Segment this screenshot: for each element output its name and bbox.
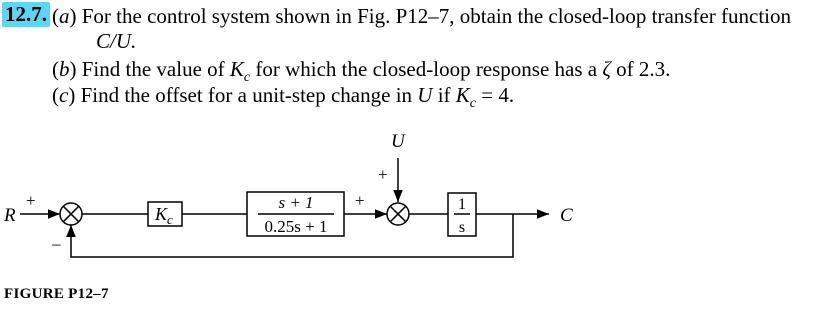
input-label: R xyxy=(4,205,16,226)
integrator-denominator: s xyxy=(458,219,466,236)
summing-junction-2 xyxy=(387,203,409,225)
sum2-plus-left-sign: + xyxy=(355,191,365,210)
part-c-u: U xyxy=(417,83,433,107)
part-b-kc-sub: c xyxy=(243,70,251,86)
part-a-open: ( xyxy=(52,4,59,28)
part-c xyxy=(52,83,514,116)
integrator-numerator: 1 xyxy=(458,196,466,213)
part-a-close: ) xyxy=(69,4,77,28)
part-c-text-after: = 4. xyxy=(481,83,515,107)
sum1-minus-sign: – xyxy=(52,234,61,253)
part-b-text-after: of 2.3. xyxy=(616,57,671,81)
disturbance-label: U xyxy=(391,131,405,152)
process-numerator: s + 1 xyxy=(278,193,314,212)
process-denominator: 0.25s + 1 xyxy=(264,217,328,236)
part-b-text-before: Find the value of xyxy=(81,57,225,81)
part-b-kc: K xyxy=(229,57,244,81)
part-b-open: ( xyxy=(52,57,59,81)
part-a xyxy=(52,4,791,28)
part-c-kc-sub: c xyxy=(469,96,477,112)
part-c-if: if xyxy=(437,83,451,107)
part-c-text-before: Find the offset for a unit-step change in xyxy=(80,83,413,107)
part-c-open: ( xyxy=(52,83,59,107)
part-a-continuation: C/U. xyxy=(96,29,137,53)
part-c-letter: c xyxy=(59,83,69,107)
part-c-close: ) xyxy=(68,83,76,107)
part-b-letter: b xyxy=(59,57,70,81)
part-b-zeta: ζ xyxy=(602,57,611,81)
summing-junction-1 xyxy=(60,203,82,225)
sum1-plus-sign: + xyxy=(26,191,36,210)
controller-label: $K_c$ xyxy=(155,204,173,227)
block-diagram xyxy=(0,128,600,278)
part-a-text: For the control system shown in Fig. P12–7, obtain the closed-loop transfer function xyxy=(81,4,791,28)
part-b-text-mid: for which the closed-loop response has a xyxy=(255,57,598,81)
output-label: C xyxy=(560,205,573,226)
part-a-letter: a xyxy=(59,4,70,28)
part-c-kc: K xyxy=(455,83,470,107)
sum2-plus-top-sign: + xyxy=(378,165,388,184)
part-b-close: ) xyxy=(69,57,77,81)
problem-number: 12.7. xyxy=(2,2,50,27)
figure-caption: FIGURE P12–7 xyxy=(4,286,109,302)
